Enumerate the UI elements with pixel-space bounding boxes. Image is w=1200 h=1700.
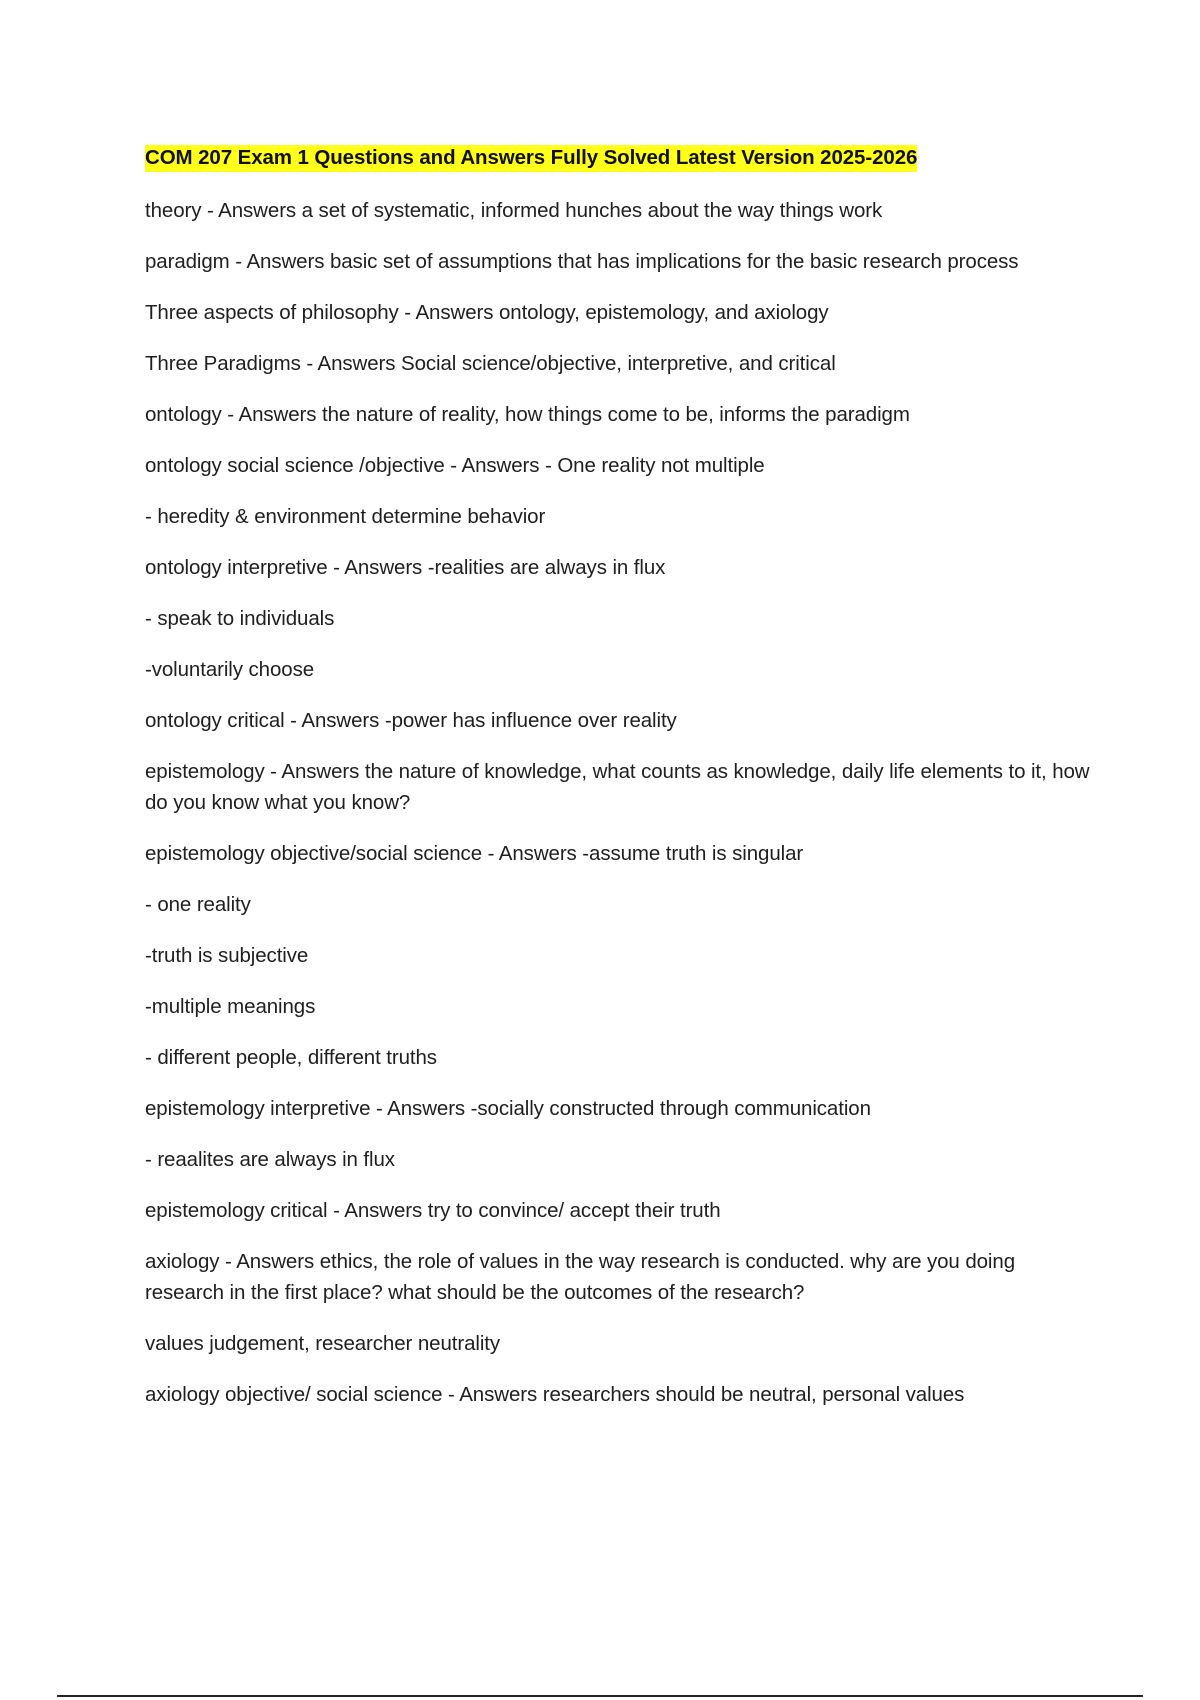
qa-entry: paradigm - Answers basic set of assumptions that has implications for the basic research process [145,250,1019,273]
qa-entry: -truth is subjective [145,944,309,967]
qa-entry: - reaalites are always in flux [145,1148,395,1171]
qa-entry: ontology interpretive - Answers -realities are always in flux [145,556,666,579]
qa-entry: -voluntarily choose [145,658,315,681]
qa-entry: - different people, different truths [145,1046,437,1069]
qa-entry: epistemology - Answers the nature of knowledge, what counts as knowledge, daily life elements to it, how do you know what you know? [145,760,1090,814]
qa-entry-list [145,195,1095,1410]
qa-entry: axiology objective/ social science - Answers researchers should be neutral, personal values [145,1383,965,1406]
qa-entry: - speak to individuals [145,607,335,630]
qa-entry: Three Paradigms - Answers Social science/objective, interpretive, and critical [145,352,836,375]
qa-entry: ontology - Answers the nature of reality, how things come to be, informs the paradigm [145,403,910,426]
qa-entry: -multiple meanings [145,995,316,1018]
qa-entry: - one reality [145,893,251,916]
qa-entry: values judgement, researcher neutrality [145,1332,501,1355]
qa-entry: axiology - Answers ethics, the role of values in the way research is conducted. why are you doing research in the first place? what should be the outcomes of the research? [145,1250,1015,1304]
qa-entry: ontology social science /objective - Answers - One reality not multiple [145,454,765,477]
document-body [145,142,1095,1430]
document-title: COM 207 Exam 1 Questions and Answers Fully Solved Latest Version 2025-2026 [145,145,917,172]
qa-entry: Three aspects of philosophy - Answers ontology, epistemology, and axiology [145,301,829,324]
qa-entry: epistemology objective/social science - Answers -assume truth is singular [145,842,804,865]
title-block [145,142,1095,176]
qa-entry: ontology critical - Answers -power has influence over reality [145,709,677,732]
qa-entry: epistemology interpretive - Answers -socially constructed through communication [145,1097,871,1120]
qa-entry: theory - Answers a set of systematic, informed hunches about the way things work [145,199,883,222]
qa-entry: - heredity & environment determine behavior [145,505,546,528]
page-bottom-rule [57,1695,1143,1697]
qa-entry: epistemology critical - Answers try to convince/ accept their truth [145,1199,721,1222]
